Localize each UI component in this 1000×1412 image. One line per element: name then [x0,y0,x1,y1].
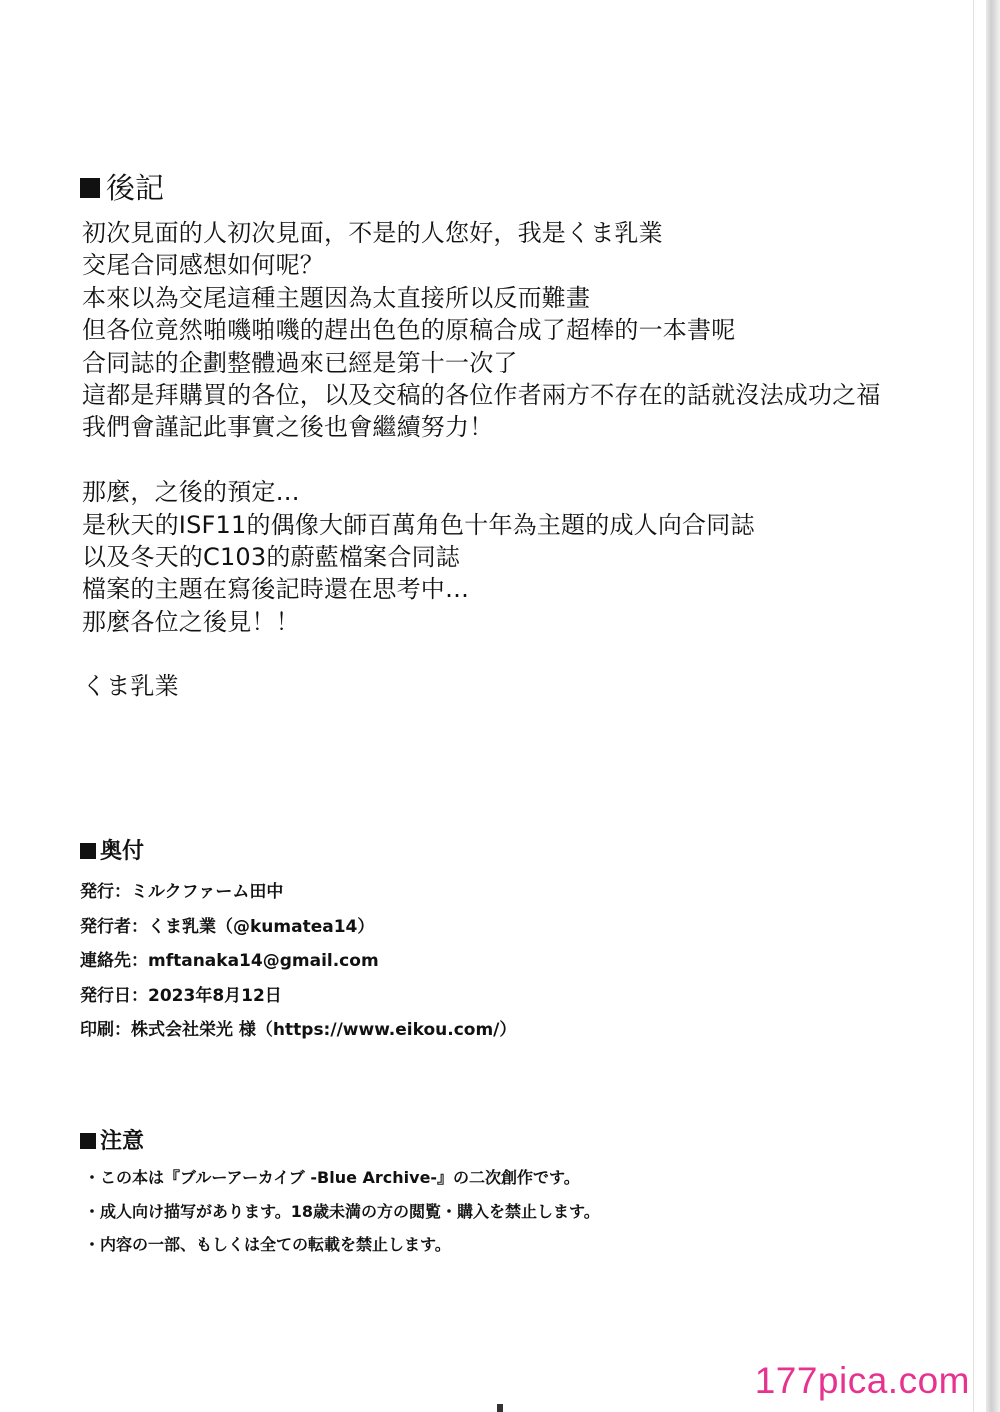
afterword-gap [82,444,962,476]
afterword-line: 那麼，之後的預定… [82,478,300,507]
afterword-line: 我們會謹記此事實之後也會繼續努力！ [82,413,494,442]
afterword-title [80,166,164,207]
colophon-title-text: 奥付 [100,839,145,864]
page-edge [986,0,1000,1412]
colophon-contact: 連絡先：mftanaka14@gmail.com [80,951,379,971]
colophon-publisher: 発行：ミルクファーム田中 [80,882,284,902]
afterword-line: 合同誌的企劃整體過來已經是第十一次了 [82,348,518,377]
colophon-date: 発行日：2023年8月12日 [80,985,282,1006]
colophon-author: 発行者：くま乳業（@kumatea14） [80,916,375,937]
afterword-line: 檔案的主題在寫後記時還在思考中… [82,575,470,604]
notice-title [80,1124,144,1155]
notice-item: ・内容の一部、もしくは全ての転載を禁止します。 [84,1235,451,1254]
notice-item: ・成人向け描写があります。18歳未満の方の閲覧・購入を禁止します。 [84,1201,600,1221]
square-bullet-icon [80,178,100,198]
afterword-line: 那麼各位之後見！！ [82,607,300,636]
afterword-line: 但各位竟然啪嘰啪嘰的趕出色色的原稿合成了超棒的一本書呢 [82,316,736,345]
colophon-title [80,834,144,865]
afterword-line: 這都是拜購買的各位，以及交稿的各位作者兩方不存在的話就沒法成功之福 [82,380,881,409]
afterword-title-text: 後記 [106,171,165,205]
afterword-gap [82,638,962,670]
colophon-printer: 印刷：株式会社栄光 様（https://www.eikou.com/） [80,1020,517,1040]
square-bullet-icon [80,1133,96,1149]
binding-mark [497,1404,503,1412]
notice-title-text: 注意 [100,1129,145,1154]
afterword-signature: くま乳業 [82,672,179,701]
afterword-line: 是秋天的ISF11的偶像大師百萬角色十年為主題的成人向合同誌 [82,510,755,539]
afterword-line: 以及冬天的C103的蔚藍檔案合同誌 [82,542,460,571]
watermark: 177pica.com [754,1360,970,1401]
afterword-line: 本來以為交尾這種主題因為太直接所以反而難畫 [82,283,591,312]
afterword-line: 交尾合同感想如何呢？ [82,251,324,280]
afterword-line: 初次見面的人初次見面，不是的人您好，我是くま乳業 [82,219,663,247]
colophon-list [80,877,516,1050]
square-bullet-icon [80,843,96,859]
notice-list [84,1165,600,1266]
notice-item: ・この本は『ブルーアーカイブ -Blue Archive-』の二次創作です。 [84,1168,580,1187]
page-fold-line [973,0,974,1412]
afterword-body [82,217,962,703]
